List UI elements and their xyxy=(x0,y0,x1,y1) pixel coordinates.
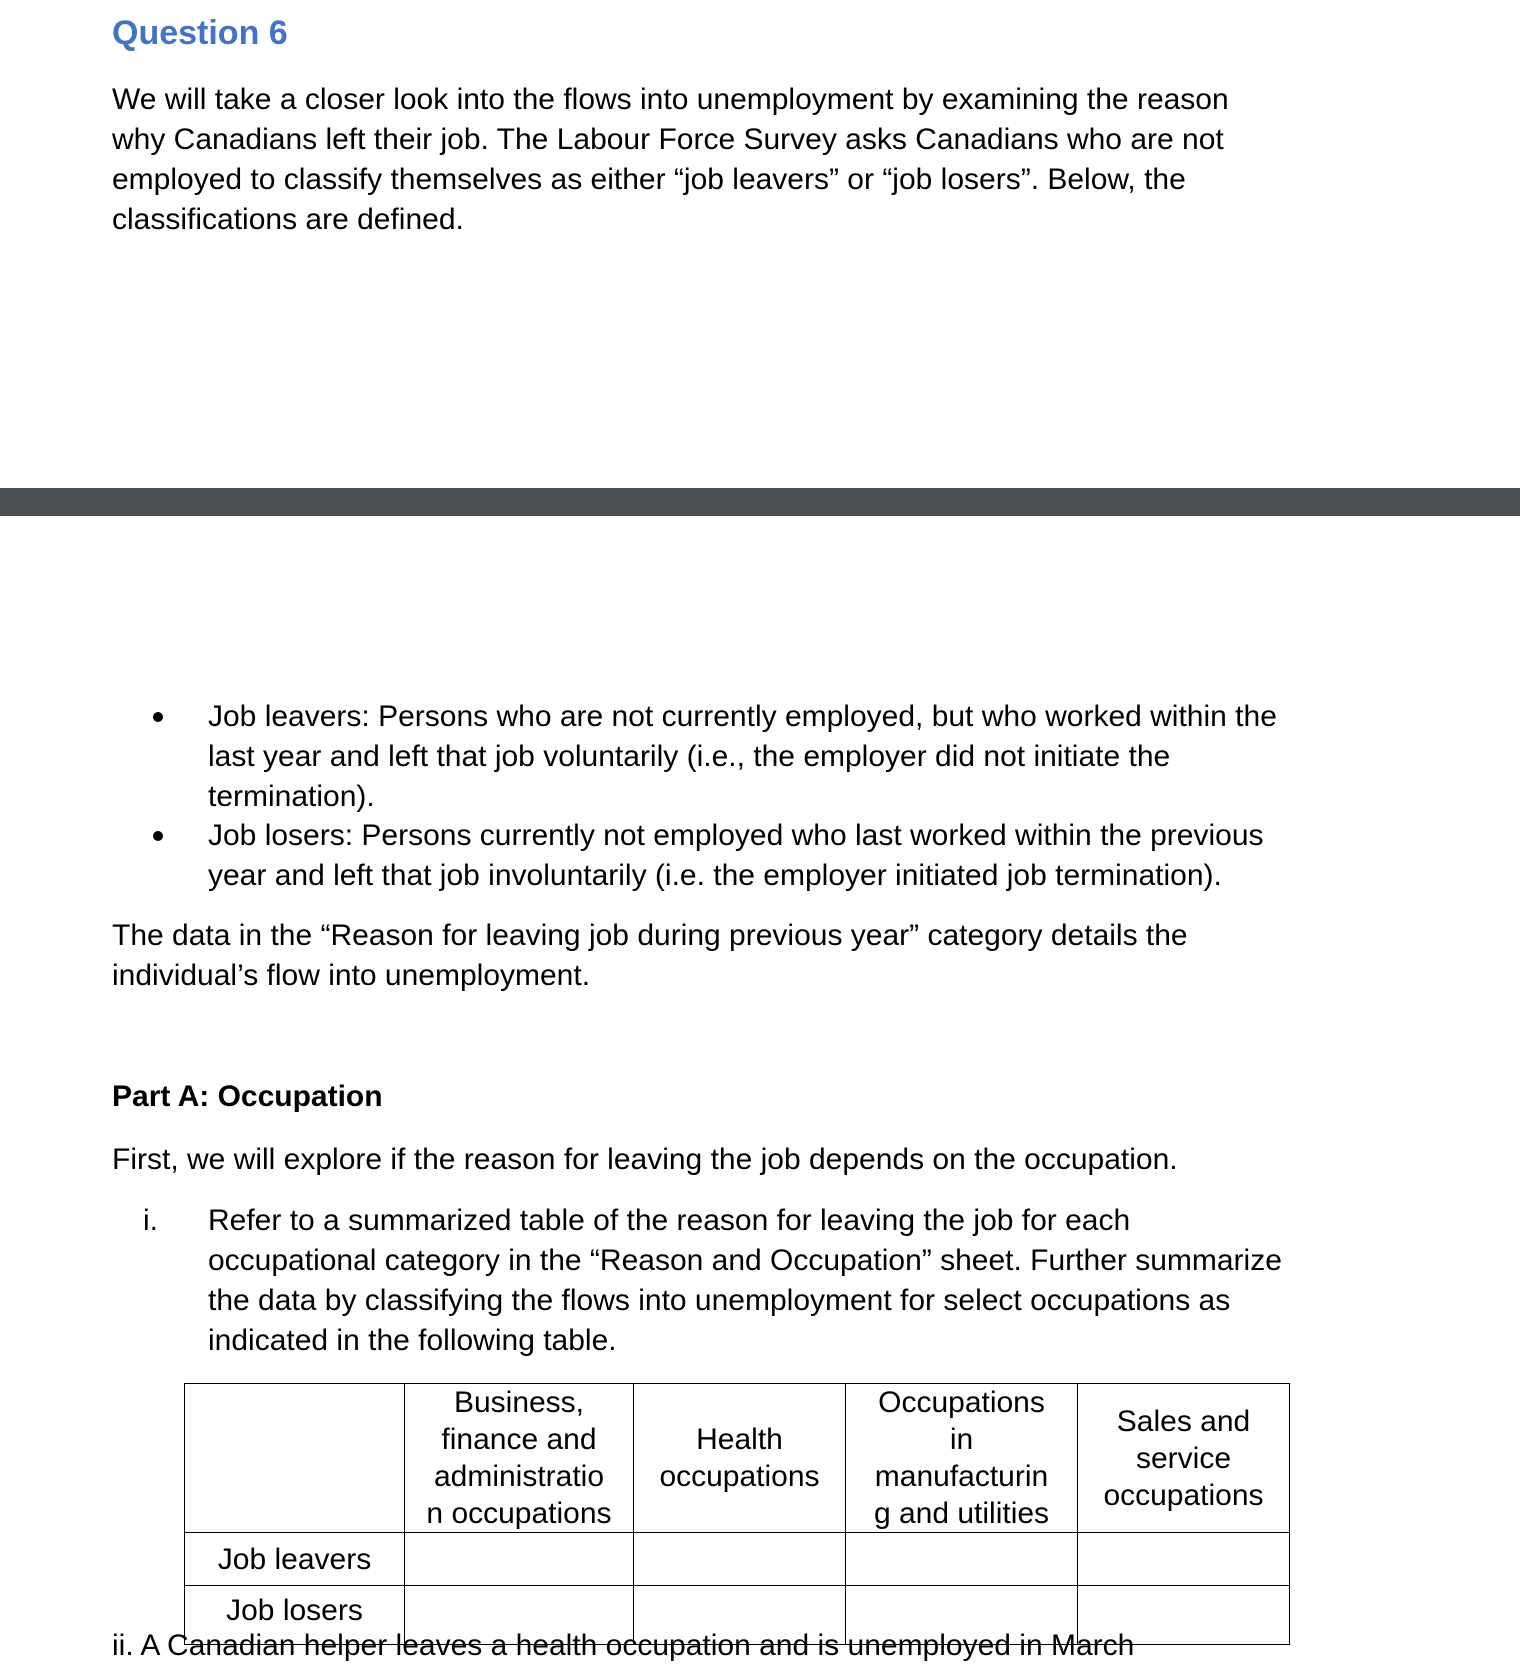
col-header-line: finance and xyxy=(441,1423,597,1456)
table-row xyxy=(185,1533,1290,1586)
item-marker: i. xyxy=(143,1204,158,1237)
intro-line: We will take a closer look into the flows into unemployment by examining the reason xyxy=(112,83,1229,116)
partial-next-line: ii. A Canadian helper leaves a health occupation and is unemployed in March xyxy=(112,1629,1135,1662)
definition-line: year and left that job involuntarily (i.e. the employer initiated job termination). xyxy=(208,859,1222,892)
occupation-table xyxy=(184,1383,1290,1645)
col-header-line: administratio xyxy=(433,1460,605,1493)
col-header-line: Sales and xyxy=(1116,1404,1251,1438)
table-corner-cell xyxy=(185,1384,405,1533)
table-header-row xyxy=(185,1384,1290,1533)
col-header-line: Health xyxy=(696,1423,783,1456)
item-line: indicated in the following table. xyxy=(208,1324,617,1357)
col-header-line: Occupations xyxy=(878,1386,1045,1419)
definition-line: last year and left that job voluntarily (i.e., the employer did not initiate the xyxy=(208,740,1171,773)
col-header-sales xyxy=(1078,1384,1290,1533)
definition-job-leavers xyxy=(208,697,1277,817)
page-divider xyxy=(0,488,1520,516)
col-header-line: n occupations xyxy=(426,1497,612,1530)
bullet-icon xyxy=(153,712,163,722)
bullet-icon xyxy=(153,831,163,841)
table-input-cell[interactable] xyxy=(634,1533,846,1586)
table-input-cell[interactable] xyxy=(405,1533,634,1586)
col-header-manufacturing xyxy=(846,1384,1078,1533)
item-line: Refer to a summarized table of the reason for leaving the job for each xyxy=(208,1204,1131,1237)
col-header-line: manufacturin xyxy=(874,1460,1049,1493)
part-a-intro xyxy=(112,1140,1492,1180)
intro-line: employed to classify themselves as either “job leavers” or “job losers”. Below, the xyxy=(112,163,1186,196)
item-line: the data by classifying the flows into unemployment for select occupations as xyxy=(208,1284,1231,1317)
col-header-health xyxy=(634,1384,846,1533)
data-note-line: The data in the “Reason for leaving job during previous year” category details the xyxy=(112,919,1188,952)
definition-line: termination). xyxy=(208,780,375,813)
table-input-cell[interactable] xyxy=(1078,1533,1290,1586)
data-note-paragraph xyxy=(112,916,1492,996)
question-title: Question 6 xyxy=(112,14,288,52)
col-header-line: service xyxy=(1135,1441,1232,1475)
definition-line: Job losers: Persons currently not employed who last worked within the previous xyxy=(208,819,1264,852)
intro-line: classifications are defined. xyxy=(112,203,464,236)
part-a-title: Part A: Occupation xyxy=(112,1080,383,1113)
row-label-job-losers: Job losers xyxy=(185,1586,405,1645)
col-header-line: Business, xyxy=(453,1386,585,1419)
col-header-line: g and utilities xyxy=(873,1497,1050,1530)
col-header-line: occupations xyxy=(659,1460,820,1493)
row-label-job-leavers: Job leavers xyxy=(185,1533,405,1586)
col-header-line: in xyxy=(949,1423,974,1456)
definition-job-losers xyxy=(208,816,1264,896)
data-note-line: individual’s flow into unemployment. xyxy=(112,959,591,992)
col-header-line: occupations xyxy=(1103,1478,1264,1512)
intro-paragraph xyxy=(112,80,1492,240)
item-line: occupational category in the “Reason and Occupation” sheet. Further summarize xyxy=(208,1244,1282,1277)
definition-line: Job leavers: Persons who are not currently employed, but who worked within the xyxy=(208,700,1277,733)
part-a-item-i xyxy=(208,1201,1282,1361)
col-header-business xyxy=(405,1384,634,1533)
part-a-intro-line: First, we will explore if the reason for leaving the job depends on the occupation. xyxy=(112,1143,1178,1176)
intro-line: why Canadians left their job. The Labour Force Survey asks Canadians who are not xyxy=(112,123,1224,156)
table-input-cell[interactable] xyxy=(846,1533,1078,1586)
